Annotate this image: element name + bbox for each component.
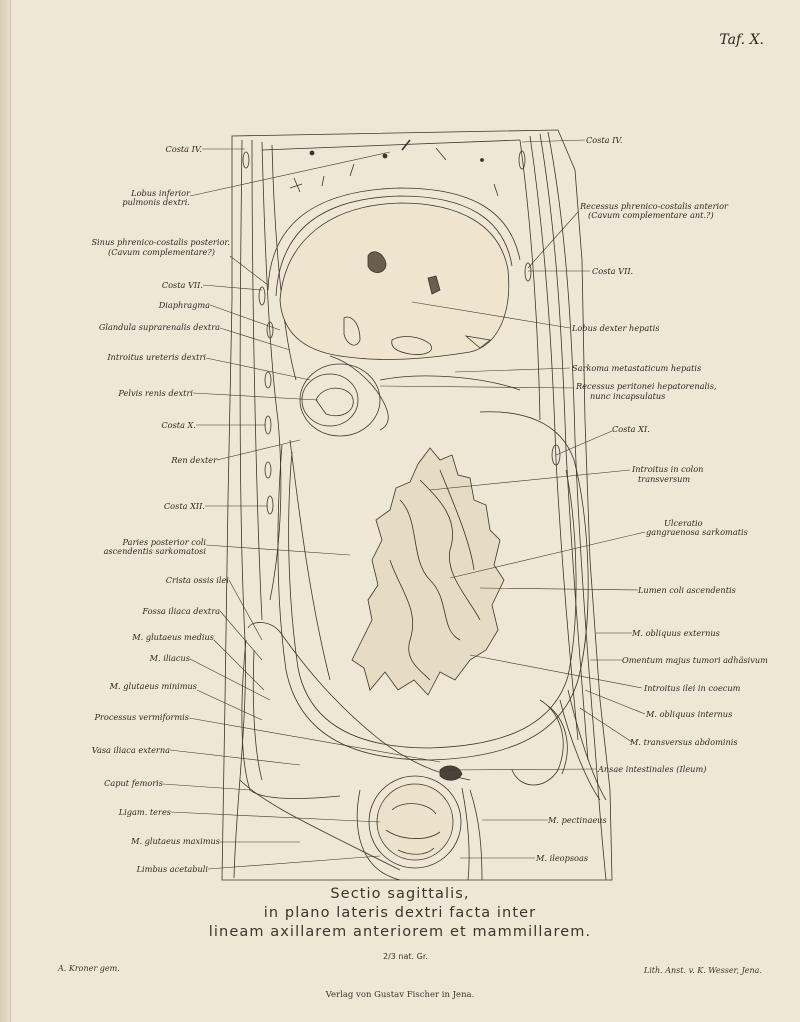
label-ascendentis-sarkomatosi: ascendentis sarkomatosi [103,546,206,556]
publisher-credit: Verlag von Gustav Fischer in Jena. [325,990,475,1000]
liver [280,203,509,359]
label-costa-vii-left: Costa VII. [161,280,203,290]
caption-line-3: lineam axillarem anteriorem et mammillarem. [208,924,592,940]
label-limbus-acetabuli: Limbus acetabuli [136,864,208,874]
lung-base [262,140,520,150]
ilium [242,640,340,798]
lithographer-credit: Lith. Anst. v. K. Wesser, Jena. [643,966,762,975]
caption-line-2: in plano lateris dextri facta inter [263,905,537,921]
pectineus [470,790,482,880]
label-pulmonis-dextri: pulmonis dextri. [122,197,190,207]
label-lumen-coli-ascendentis: Lumen coli ascendentis [638,585,736,595]
label-m-ileopsoas: M. ileopsoas [536,853,589,863]
renal-pelvis [316,388,353,416]
rib [265,372,271,388]
label-ligam-teres: Ligam. teres [118,807,171,817]
label-costa-xii: Costa XII. [163,501,205,511]
retroperitoneal-line [290,440,330,680]
label-m-obliquus-internus: M. obliquus internus [646,709,733,719]
label-m-glutaeus-medius: M. glutaeus medius [132,632,214,642]
label-m-transversus-abdominis: M. transversus abdominis [630,737,738,747]
lung-vessel [290,178,302,192]
label-processus-vermiformis: Processus vermiformis [94,712,189,722]
caption-line-1: Sectio sagittalis, [330,886,470,902]
label-m-pectinaeus: M. pectinaeus [548,815,607,825]
label-sarkoma-metastaticum: Sarkoma metastaticum hepatis [572,363,702,373]
artist-credit: A. Kroner gem. [58,964,120,973]
label-lobus-dexter-hepatis: Lobus dexter hepatis [572,323,660,333]
label-costa-iv-right: Costa IV. [586,135,623,145]
label-fossa-iliaca-dextra: Fossa iliaca dextra [142,606,220,616]
right-kidney [300,364,380,436]
label-transversum: transversum [638,474,691,484]
label-costa-xi: Costa XI. [612,424,650,434]
rib [265,462,271,478]
label-introitus-ilei: Introitus ilei in coecum [644,683,741,693]
lung-vessel [350,164,354,176]
lung-vessel [402,140,410,150]
label-nunc-incapsulatus: nunc incapsulatus [590,391,666,401]
label-omentum-majus: Omentum majus tumori adhäsivum [622,655,768,665]
rib [243,152,249,168]
label-recessus-phrenico-costalis: Recessus phrenico-costalis anterior [580,201,728,211]
label-pelvis-renis: Pelvis renis dextri [118,388,193,398]
label-cavum-complementare: (Cavum complementare?) [108,247,215,257]
label-introitus-ureteris: Introitus ureteris dextri [107,352,206,362]
scale-note: 2/3 nat. Gr. [383,952,428,961]
rib [267,496,273,514]
posterior-wall-layer [234,140,245,878]
label-m-glutaeus-maximus: M. glutaeus maximus [131,836,220,846]
label-m-obliquus-externus: M. obliquus externus [632,628,720,638]
label-m-glutaeus-minimus: M. glutaeus minimus [109,681,197,691]
iliopsoas [462,788,469,880]
lung-vessel [494,184,498,196]
label-costa-vii-right: Costa VII. [592,266,634,276]
label-lobus-inferior: Lobus inferior [131,188,190,198]
label-diaphragma: Diaphragma [158,300,210,310]
label-costa-x: Costa X. [161,420,196,430]
label-m-iliacus: M. iliacus [149,653,190,663]
anterior-wall-layer [530,136,578,740]
label-ansae-intestinales: Ansae intestinales (Ileum) [598,764,707,774]
label-paries-posterior-coli: Paries posterior coli [122,537,206,547]
label-caput-femoris: Caput femoris [104,778,163,788]
label-crista-ossis-ilei: Crista ossis ilei [165,575,229,585]
lung-vessel [481,159,484,162]
plate-number: Taf. X. [719,32,764,48]
lung-vessel [310,151,314,155]
abdominal-wall-muscle [560,700,600,800]
label-glandula-suprarenalis: Glandula suprarenalis dextra [98,322,220,332]
label-vasa-iliaca-externa: Vasa iliaca externa [91,745,170,755]
label-ren-dexter: Ren dexter [171,455,217,465]
hepatorenal-recess [380,376,520,390]
label-costa-iv-left: Costa IV. [165,144,202,154]
right-kidney-inner [302,374,358,426]
label-sinus-phrenico-costalis: Sinus phrenico-costalis posterior. [91,237,230,247]
label-ulceratio: Ulceratio [664,518,703,528]
label-gangraenosa-sarkomatis: gangraenosa sarkomatis [646,527,748,537]
lung-vessel [436,148,446,160]
femoral-head-inner [377,784,453,860]
lung-vessel [383,154,387,158]
lung-vessel [322,176,324,186]
iliac-vessels [440,766,462,780]
label-introitus-in-colon: Introitus in colon [632,464,704,474]
label-recessus-peritonei: Recessus peritonei hepatorenalis, [576,381,717,391]
label-cavum-complementare-ant: (Cavum complementare ant.?) [588,210,714,220]
